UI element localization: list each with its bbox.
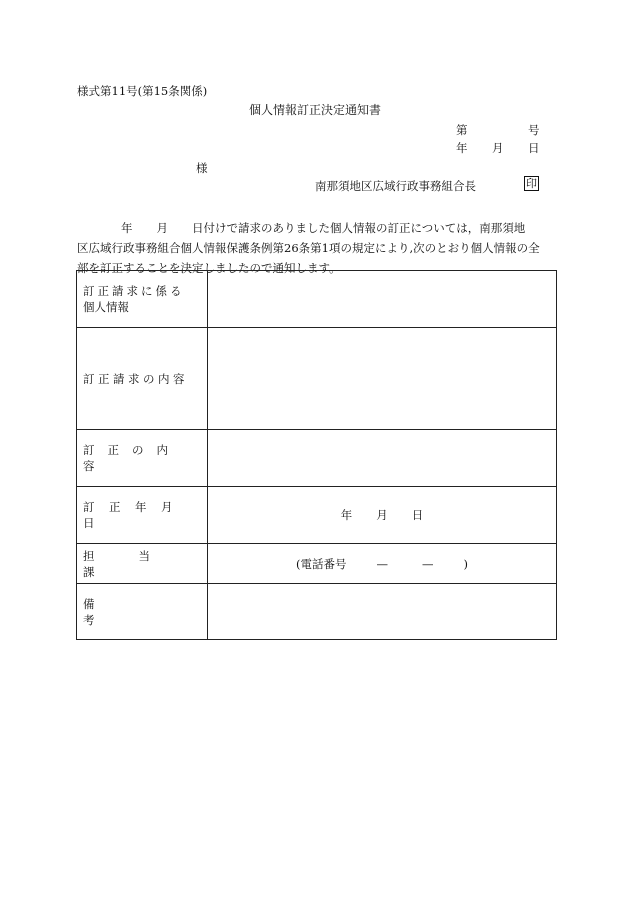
body-line1-text: 日付けで請求のありました個人情報の訂正については，南那須地: [192, 221, 526, 235]
doc-number-prefix: 第: [456, 123, 468, 137]
label-text: 訂正年月日: [83, 500, 187, 530]
correction-month: 月: [376, 508, 388, 522]
form-number: 様式第11号(第15条関係): [77, 84, 208, 98]
field-remarks[interactable]: [208, 584, 557, 640]
row-label-correction-content: [77, 430, 208, 487]
notice-body: [77, 218, 557, 278]
phone-close: ): [463, 556, 468, 571]
doc-number-suffix: 号: [528, 123, 540, 137]
body-month: 月: [156, 221, 168, 235]
row-label-correction-date: [77, 487, 208, 544]
label-text: 備考: [83, 596, 181, 627]
label-line-b: 個人情報: [83, 300, 129, 314]
label-line-a: 訂正請求に係る: [83, 284, 185, 298]
phone-open: (電話番号: [296, 556, 347, 571]
row-label-remarks: [77, 584, 208, 640]
row-label-correction-target: [77, 271, 208, 328]
field-request-content[interactable]: [208, 328, 557, 430]
label-text: 訂正請求の内容: [83, 371, 188, 386]
phone-dash-1: —: [376, 556, 388, 571]
table-row: [77, 544, 557, 584]
label-text: 訂正の内容: [83, 443, 181, 473]
table-row: [77, 487, 557, 544]
row-label-department: [77, 544, 208, 584]
table-row: [77, 584, 557, 640]
field-correction-date[interactable]: [208, 487, 557, 544]
seal-mark: 印: [526, 177, 537, 190]
body-year: 年: [121, 221, 133, 235]
date-day-label: 日: [528, 141, 540, 155]
correction-info-table: [76, 270, 557, 640]
notice-line-1: [77, 218, 557, 238]
row-label-request-content: [77, 328, 208, 430]
table-row: [77, 271, 557, 328]
correction-year: 年: [340, 508, 353, 522]
addressee-honorific: 様: [196, 161, 208, 175]
document-title: 個人情報訂正決定通知書: [248, 103, 381, 117]
notice-line-2: 区広域行政事務組合個人情報保護条例第26条第1項の規定により,次のとおり個人情報の全: [77, 241, 540, 255]
correction-day: 日: [411, 508, 424, 522]
table-row: [77, 328, 557, 430]
label-spread: [83, 548, 201, 580]
table-row: [77, 430, 557, 487]
date-year-label: 年: [456, 141, 468, 155]
label-text: 担当課: [83, 548, 194, 579]
field-correction-target[interactable]: [208, 271, 557, 328]
date-month-label: 月: [492, 141, 504, 155]
notice-line-3: 部を訂正することを決定しましたので通知します。: [77, 261, 341, 275]
phone-dash-2: —: [422, 556, 434, 571]
field-department[interactable]: [208, 544, 557, 584]
issuer-name: 南那須地区広域行政事務組合長: [315, 179, 476, 193]
field-correction-content[interactable]: [208, 430, 557, 487]
